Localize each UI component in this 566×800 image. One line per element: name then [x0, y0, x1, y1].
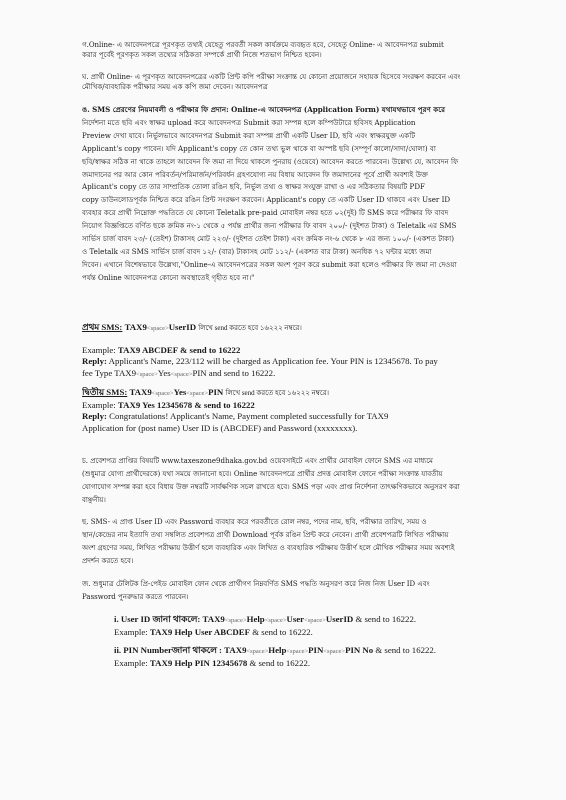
text-line: প্রদর্শন করতে হবে।	[82, 557, 134, 565]
second-sms-example	[82, 400, 522, 412]
space-token: <space>	[136, 370, 158, 378]
text-line: Aplicant's copy তে তার সাম্প্রতিক তোলা রঙিন ছবি, নির্ভুল তথ্য ও স্বাক্ষর সংযুক্ত রাখা ও এর সঠিকতার বিষয়টি PDF	[82, 182, 425, 192]
example-value: TAX9 Yes 12345678 & send to 16222	[117, 399, 255, 410]
text-line: চ. প্রবেশপত্র প্রাপ্তির বিষয়টি www.taxeszone9dhaka.gov.bd ওয়েবসাইটে এবং প্রার্থীর মোবাইল ফোনে SMS এর মাধ্যমে	[82, 457, 433, 465]
sms-command: TAX9	[202, 614, 225, 624]
recover-pin-block	[114, 645, 534, 669]
second-sms-instruction	[82, 387, 522, 400]
user-token: User	[286, 614, 305, 624]
first-sms-block	[82, 322, 522, 380]
reply-label: Reply:	[82, 411, 107, 421]
paragraph-ga	[82, 40, 514, 60]
yes-token: Yes	[173, 387, 187, 397]
pin-token: PIN	[208, 387, 224, 397]
space-token: <space>	[286, 648, 309, 655]
reply-text: Applicant's Name, 223/112 will be charged as Application fee. Your PIN is 12345678. To pay	[108, 356, 438, 366]
text-line: ছবি/স্বাক্ষর সঠিক না থাকে তাহলে আবেদন ফি জমা না দিয়ে থাকলে পুনরায় (ওয়েবে) আবেদন করতে পারবেন। উল্লেখ্য যে, আবেদন ফি	[82, 156, 459, 166]
text-line: ঘ. প্রার্থী Online- এ পূরণকৃত আবেদনপত্রের একটি প্রিন্ট কপি পরীক্ষা সংক্রান্ত যে কোনো প্রয়োজনে সহায়ক হিসেবে সংরক্ষণ করবেন এবং	[82, 73, 461, 81]
second-sms-reply	[82, 411, 522, 423]
text-line: বাঞ্ছনীয়।	[82, 496, 106, 504]
text-line: জ. শুধুমাত্র টেলিটক প্রি-পেইড মোবাইল ফোন থেকে প্রার্থীগণ নিম্নবর্ণিত SMS পদ্ধতি অনুসরণ করে নিজ নিজ User ID এবং	[82, 580, 430, 588]
space-token: <space>	[186, 390, 209, 397]
space-token: <space>	[151, 390, 174, 397]
help-token: Help	[246, 614, 265, 624]
paragraph-chha	[82, 516, 514, 568]
pin-no-token: PIN No	[345, 645, 374, 655]
example-tail: & send to 16222.	[249, 657, 311, 668]
first-sms-reply-cont	[82, 368, 522, 381]
instruction-tail: লিখে send করতে হবে ১৬২২২ নম্বরে।	[198, 324, 302, 332]
text-line: ছ. SMS- এ প্রাপ্ত User ID এবং Password ব্যবহার করে পরবর্তীতে রোল নম্বর, পদের নাম, ছবি, পরীক্ষার তারিখ, সময় ও	[82, 518, 427, 526]
example-label: Example:	[82, 399, 116, 410]
example-label: Example:	[114, 657, 148, 668]
space-token: <space>	[304, 617, 326, 624]
example-label: Example:	[114, 626, 148, 637]
example-value: TAX9 Help PIN 12345678	[149, 657, 248, 668]
text-line: ও Teletalk এর SMS সার্ভিস চার্জ বাবদ ১২/- (বার) টাকাসহ মোট ১১২/- (একশত বার টাকা) অনধিক ৭২ ঘন্টার মধ্যে জমা	[82, 246, 432, 256]
paragraph-gha	[82, 72, 514, 92]
text-line: অংশ গ্রহণের সময়, লিখিত পরীক্ষায় উত্তীর্ণ হলে ব্যবহারিক এবং লিখিত ও ব্যবহারিক পরীক্ষায় উত্তীর্ণ হলে মৌখিক পরীক্ষার সময় অবশ্যই	[82, 544, 455, 552]
recover-label: i. User ID জানা থাকলে:	[114, 614, 201, 624]
reply-text: fee Type TAX9	[82, 367, 137, 378]
second-sms-block	[82, 387, 522, 434]
instruction-tail: লিখে send করতে হবে ১৬২২২ নম্বরে।	[225, 389, 330, 397]
example-label: Example:	[82, 344, 116, 355]
text-line: নিয়োগ বিজ্ঞপ্তিতে বর্ণিত ছকে ক্রমিক নং-১ থেকে ৫ পর্যন্ত প্রার্থীর জন্য পরীক্ষার ফি বাবদ ২০০/- (দুইশত টাকা) ও Teletalk এর SMS	[82, 221, 457, 231]
text-line: Password পুনরুদ্ধার করতে পারবেন।	[82, 593, 189, 601]
text-line: করার পূর্বেই পূরণকৃত সকল তথ্যের সঠিকতা সম্পর্কে প্রার্থী নিজে শতভাগ নিশ্চিত হবেন।	[82, 51, 322, 59]
sms-command: TAX9	[224, 645, 247, 655]
recover-pin-instruction	[114, 645, 534, 658]
recover-userid-example	[114, 627, 534, 639]
text-line: ঙ. SMS প্রেরণের নিয়মাবলী ও পরীক্ষার ফি প্রদান: Online-এ আবেদনপত্র (Application Form) যথাযথভাবে পূরণ করে	[82, 105, 445, 114]
example-value: TAX9 ABCDEF & send to 16222	[117, 344, 241, 355]
send-tail: & send to 16222.	[355, 614, 417, 624]
second-sms-reply-cont	[82, 423, 522, 435]
second-sms-heading: দ্বিতীয় SMS:	[82, 387, 128, 397]
text-line: সার্ভিস চার্জ বাবদ ২৩/- (তেইশ) টাকাসহ মোট ২২৩/- (দুইশত তেইশ টাকা) এবং ক্রমিক নং-৬ থেকে ৮ এর জন্য ১০০/- (একশত টাকা)	[82, 234, 454, 244]
recover-userid-block	[114, 614, 534, 638]
reply-text: Yes	[157, 367, 171, 378]
text-line: copy ডাউনলোডপূর্বক নিশ্চিত করে রঙিন প্রিন্ট সংরক্ষণ করবেন। Applicant's copy তে একটি User ID থাকবে এবং User ID	[82, 195, 451, 205]
reply-text: Congratulations! Applicant's Name, Payment completed successfully for TAX9	[109, 411, 389, 421]
reply-label: Reply:	[82, 356, 107, 366]
sms-command: TAX9	[124, 322, 147, 332]
text-line: জমাদানের পর আর কোন পরিবর্তন/পরিমার্জন/পরিবর্ধন গ্রহণযোগ্য নয় বিধায় আবেদন ফি জমাদানের পূর্বে প্রার্থী অবশ্যই উক্ত	[82, 169, 429, 179]
recover-pin-example	[114, 658, 534, 670]
text-line: (শুধুমাত্র যোগ্য প্রার্থীদেরকে) যথা সময়ে জানানো হবে। Online আবেদনপত্রে প্রার্থীর প্রদত্ত মোবাইল ফোনে পরীক্ষা সংক্রান্ত যাবতীয়	[82, 470, 443, 478]
first-sms-instruction	[82, 322, 522, 335]
paragraph-ja	[82, 578, 514, 604]
example-tail: & send to 16222.	[252, 626, 313, 637]
text-line: পর্যন্ত Online আবেদনপত্র কোনো অবস্থাতেই গৃহীত হবে না।"	[82, 272, 255, 282]
paragraph-uma	[82, 104, 514, 285]
text-line: যোগাযোগ সম্পন্ন করা হবে বিধায় উক্ত নম্বরটি সার্বক্ষণিক সচল রাখতে হবে। SMS পড়া এবং প্রাপ্ত নির্দেশনা তাৎক্ষণিকভাবে অনুসরণ করা	[82, 483, 460, 491]
space-token: <space>	[264, 617, 287, 624]
pin-token: PIN	[308, 645, 324, 655]
text-line: Applicant's copy পাবেন। যদি Applicant's copy তে কোন তথ্য ভুল থাকে বা অস্পষ্ট ছবি (সম্পূর্ণ কালো/সাদা/ঘোলা) বা	[82, 143, 436, 153]
reply-text: PIN and send to 16222.	[192, 367, 276, 378]
text-line: গ.Online- এ আবেদনপত্রে পূরণকৃত তথ্যই যেহেতু পরবর্তী সকল কার্যক্রমে ব্যবহৃত হবে, সেহেতু Online- এ আবেদনপত্র submit	[82, 41, 444, 49]
first-sms-reply	[82, 356, 522, 368]
recover-label: ii. PIN Numberজানা থাকলে :	[114, 645, 222, 655]
reply-text: Application for (post name) User ID is (ABCDEF) and Password (xxxxxxxx).	[82, 422, 358, 433]
space-token: <space>	[323, 648, 346, 655]
text-line: স্থান/কেন্দ্রের নাম ইত্যাদি তথ্য সম্বলিত প্রবেশপত্র প্রার্থী Download পূর্বক রঙিন প্রিন্ট করে নেবেন। প্রার্থী প্রবেশপত্রটি লিখিত পরীক্ষায়	[82, 531, 449, 539]
userid-token: UserID	[168, 322, 197, 332]
example-value: TAX9 Help User ABCDEF	[149, 626, 251, 637]
userid-token: UserID	[325, 614, 354, 624]
space-token: <space>	[224, 617, 247, 624]
text-line: মৌখিক/ব্যবহারিক পরীক্ষার সময় এক কপি জমা দেবেন। আবেদনপত্র	[82, 83, 268, 91]
space-token: <space>	[246, 648, 269, 655]
send-tail: & send to 16222.	[375, 645, 436, 655]
first-sms-heading: প্রথম SMS:	[82, 322, 123, 332]
paragraph-cha	[82, 455, 514, 507]
space-token: <space>	[170, 370, 193, 378]
first-sms-example	[82, 345, 522, 357]
text-line: Preview দেখা যাবে। নির্ভুলভাবে আবেদনপত্র Submit করা সম্পন্ন প্রার্থী একটি User ID, ছবি এবং স্বাক্ষরযুক্ত একটি	[82, 130, 416, 140]
recover-userid-instruction	[114, 614, 534, 627]
text-line: দিবেন। এখানে বিশেষভাবে উল্লেখ্য,"Online-এ আবেদনপত্রের সকল অংশ পূরণ করে submit করা হলেও পরীক্ষার ফি জমা না দেওয়া	[82, 259, 457, 269]
text-line: ব্যবহার করে প্রার্থী নিম্নোক্ত পদ্ধতিতে যে কোনো Teletalk pre-paid মোবাইল নম্বর হতে ০২(দুই) টি SMS করে পরীক্ষার ফি বাবদ	[82, 208, 449, 218]
text-line: নির্দেশনা মতে ছবি এবং স্বাক্ষর upload করে আবেদনপত্র Submit করা সম্পন্ন হলে কম্পিউটারে ছবিসহ Application	[82, 117, 416, 127]
sms-command: TAX9	[129, 387, 152, 397]
help-token: Help	[268, 645, 287, 655]
space-token: <space>	[146, 325, 169, 332]
